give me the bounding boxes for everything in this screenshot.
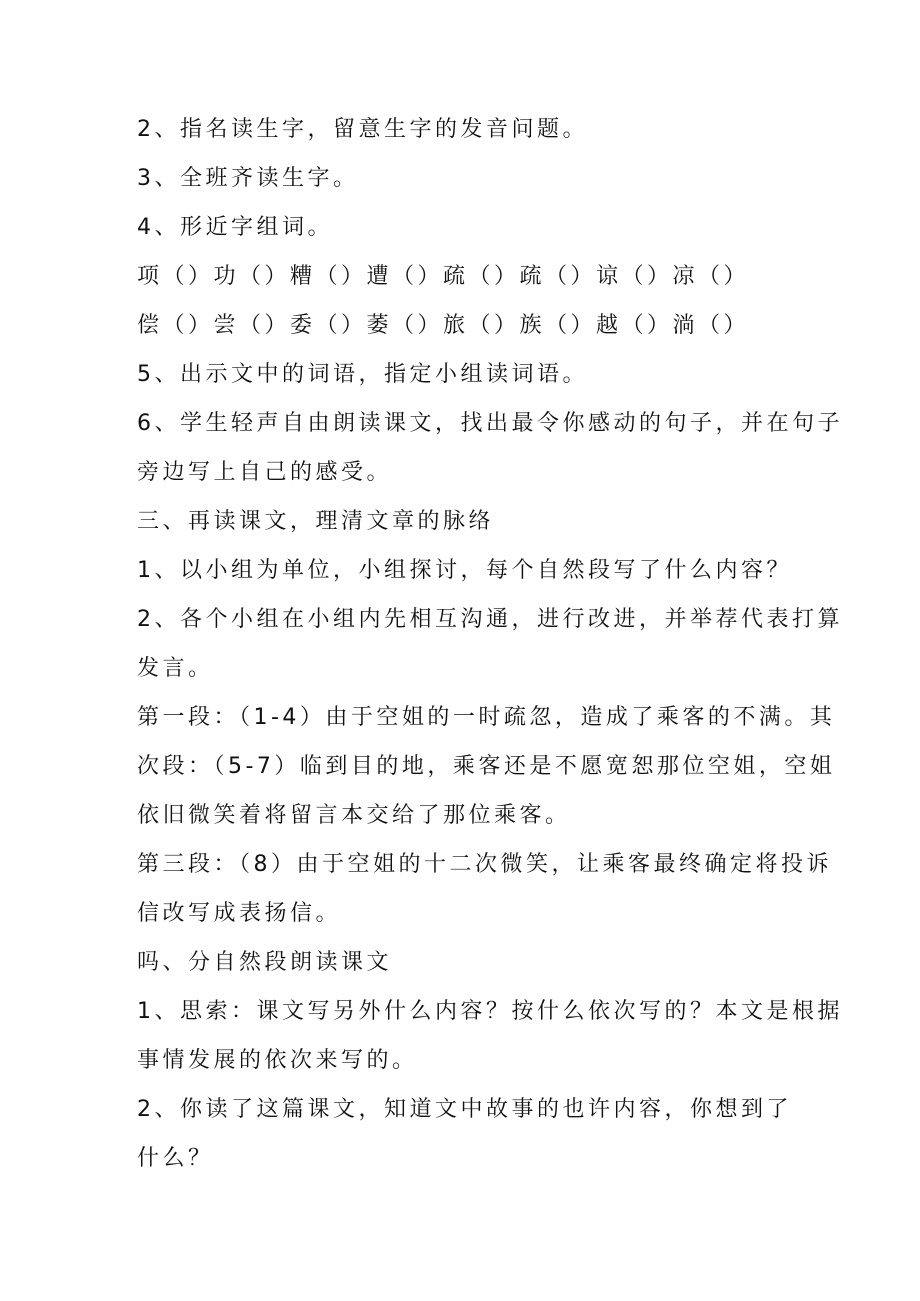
- text-line: 项（）功（）糟（）遭（）疏（）疏（）谅（）凉（）: [137, 264, 750, 289]
- text-line: 偿（）尝（）委（）萎（）旅（）族（）越（）淌（）: [137, 313, 750, 338]
- text-line: 次段：（5-7）临到目的地，乘客还是不愿宽恕那位空姐，空姐: [137, 754, 836, 779]
- text-line: 2、各个小组在小组内先相互沟通，进行改进，并举荐代表打算: [137, 607, 843, 632]
- text-line: 信改写成表扬信。: [137, 901, 342, 926]
- text-line: 5、出示文中的词语，指定小组读词语。: [137, 362, 588, 387]
- text-line: 2、指名读生字，留意生字的发音问题。: [137, 117, 588, 142]
- text-line: 依旧微笑着将留言本交给了那位乘客。: [137, 803, 571, 828]
- text-line: 旁边写上自己的感受。: [137, 460, 393, 485]
- text-line: 1、思索：课文写另外什么内容？按什么依次写的？本文是根据: [137, 999, 843, 1024]
- text-line: 6、学生轻声自由朗读课文，找出最令你感动的句子，并在句子: [137, 411, 843, 436]
- text-line: 2、你读了这篇课文，知道文中故事的也许内容，你想到了: [137, 1097, 792, 1122]
- section-heading: 吗、分自然段朗读课文: [137, 950, 393, 975]
- text-line: 1、以小组为单位，小组探讨，每个自然段写了什么内容？: [137, 558, 792, 583]
- text-line: 什么？: [137, 1146, 214, 1171]
- text-line: 3、全班齐读生字。: [137, 166, 359, 191]
- text-line: 第三段：（8）由于空姐的十二次微笑，让乘客最终确定将投诉: [137, 852, 832, 877]
- section-heading: 三、再读课文，理清文章的脉络: [137, 509, 495, 534]
- text-line: 发言。: [137, 656, 214, 681]
- text-line: 事情发展的依次来写的。: [137, 1048, 418, 1073]
- text-line: 第一段：（1-4）由于空姐的一时疏忽，造成了乘客的不满。其: [137, 705, 836, 730]
- text-line: 4、形近字组词。: [137, 215, 333, 240]
